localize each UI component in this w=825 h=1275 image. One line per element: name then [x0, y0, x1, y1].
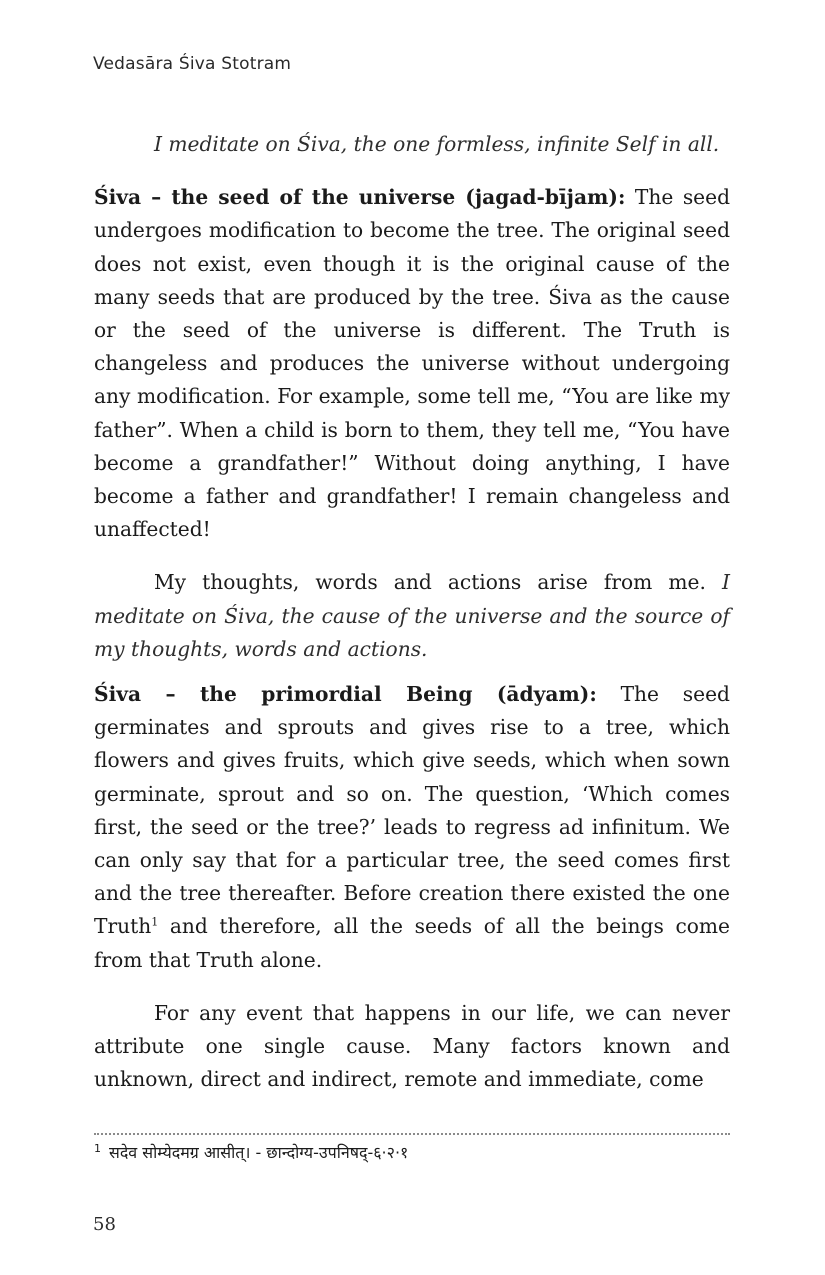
term-adyam: Śiva – the primordial Being (ādyam): — [94, 682, 597, 707]
paragraph-thoughts-text: My thoughts, words and actions arise from me. — [154, 570, 723, 595]
paragraph-thoughts — [94, 566, 730, 666]
running-title: Vedasāra Śiva Stotram — [93, 54, 292, 74]
footnote-text: सदेव सोम्येदमग्र आसीत्। - छान्दोग्य-उपनिषद्-६·२·१ — [109, 1143, 409, 1162]
term-jagad-bijam: Śiva – the seed of the universe (jagad-bījam): — [94, 185, 626, 210]
page-number: 58 — [93, 1214, 116, 1235]
paragraph-event: For any event that happens in our life, we can never attribute one single cause. Many factors known and unknown, direct and indirect, remote and immediate, come — [94, 1000, 730, 1092]
paragraph-jagad-bijam — [94, 181, 730, 546]
paragraph-adyam — [94, 678, 730, 977]
meditation-quote: I meditate on Śiva, the one formless, infinite Self in all. — [154, 132, 720, 156]
main-text — [94, 128, 730, 1096]
footnote-marker: 1 — [94, 1141, 101, 1155]
paragraph-adyam-text: The seed germinates and sprouts and gives rise to a tree, which flowers and gives fruits, which give seeds, which when sown germinate, sprout and so on. The question, ‘Which comes first, the seed or the tree?’ leads to regress ad infinitum. We can only say that for a particular tree, the seed comes first and the tree thereafter. Before creation there existed the one Truth — [94, 682, 730, 939]
paragraph-jagad-bijam-text: The seed undergoes modification to become the tree. The original seed does not exist, even though it is the original cause of the many seeds that are produced by the tree. Śiva as the cause or the seed of the universe is different. The Truth is changeless and produces the universe without undergoing any modification. For example, some tell me, “You are like my father”. When a child is born to them, they tell me, “You have become a grandfather!” Without doing anything, I have become a father and grandfather! I remain changeless and unaffected! — [94, 185, 730, 542]
paragraph-thoughts-meditation: I meditate on Śiva, the cause of the universe and the source of my thoughts, words and actions. — [94, 570, 730, 661]
footnote-divider — [94, 1133, 730, 1135]
paragraph-adyam-text-end: and therefore, all the seeds of all the beings come from that Truth alone. — [94, 914, 730, 972]
footnote — [94, 1141, 730, 1163]
footnote-reference: 1 — [151, 915, 159, 929]
